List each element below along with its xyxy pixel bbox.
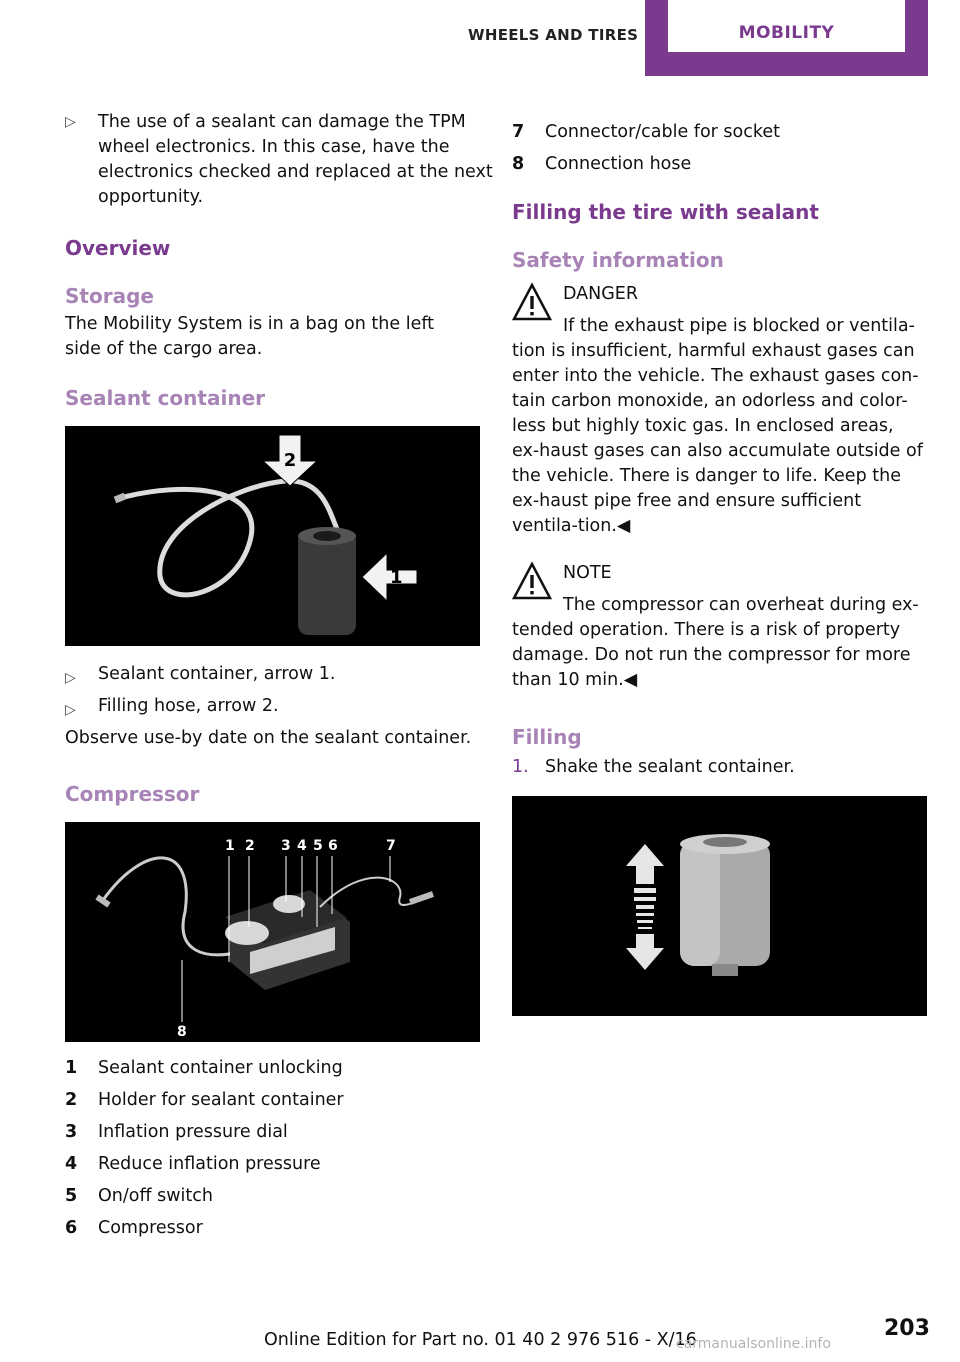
- note-text-first-line: The compressor can overheat during ex-: [563, 595, 919, 615]
- note-title: NOTE: [563, 563, 612, 583]
- figure-label-2: 2: [245, 838, 255, 854]
- note-text: tended operation. There is a risk of property damage. Do not run the compressor for more than 10 min.◀: [512, 620, 911, 690]
- triangle-bullet-icon: ▷: [65, 702, 76, 718]
- sealant-bullet-1: [65, 658, 485, 690]
- figure-label-4: 4: [297, 838, 307, 854]
- list-item: 5 On/off switch: [65, 1186, 213, 1206]
- sealant-container-figure: [65, 426, 480, 646]
- compressor-heading: Compressor: [65, 782, 200, 806]
- sealant-bullet-text-2: Filling hose, arrow 2.: [98, 696, 279, 716]
- intro-bullet-text: The use of a sealant can damage the TPM wheel electronics. In this case, have the electronics checked and replaced at the next opportunity.: [98, 112, 493, 207]
- storage-heading: Storage: [65, 284, 154, 308]
- overview-heading: Overview: [65, 236, 171, 260]
- list-item: 6 Compressor: [65, 1218, 203, 1238]
- watermark: carmanualsonline.info: [676, 1336, 831, 1352]
- figure-label-5: 5: [313, 838, 323, 854]
- triangle-bullet-icon: ▷: [65, 114, 76, 130]
- figure-label-8: 8: [177, 1024, 187, 1040]
- list-item: 8 Connection hose: [512, 154, 692, 174]
- figure-label-7: 7: [386, 838, 396, 854]
- warning-triangle-icon: [512, 282, 552, 322]
- note-warning: [512, 561, 927, 693]
- header-tab-mobility[interactable]: MOBILITY: [668, 0, 905, 52]
- figure-label-1: 1: [225, 838, 235, 854]
- use-by-text: Observe use-by date on the sealant container.: [65, 728, 472, 748]
- list-item: 2 Holder for sealant container: [65, 1090, 344, 1110]
- figure-label-6: 6: [328, 838, 338, 854]
- list-item: 4 Reduce inflation pressure: [65, 1154, 321, 1174]
- right-column: [512, 116, 927, 1016]
- danger-warning: [512, 282, 927, 539]
- list-item: 3 Inflation pressure dial: [65, 1122, 288, 1142]
- page-number: 203: [884, 1316, 930, 1341]
- step-1: [512, 755, 927, 780]
- header-section-title: WHEELS AND TIRES: [468, 26, 639, 44]
- left-column: [65, 110, 493, 1244]
- danger-title: DANGER: [563, 284, 639, 304]
- sealant-bullet-2: [65, 690, 485, 722]
- shake-container-figure: [512, 796, 927, 1016]
- filling-heading: Filling: [512, 725, 582, 749]
- safety-info-heading: Safety information: [512, 248, 724, 272]
- footer-edition: Online Edition for Part no. 01 40 2 976 516 - X/16: [264, 1330, 697, 1350]
- figure-label-2: 2: [283, 450, 297, 471]
- filling-tire-heading: Filling the tire with sealant: [512, 200, 819, 224]
- step-number: 1.: [512, 757, 529, 777]
- storage-text: The Mobility System is in a bag on the left side of the cargo area.: [65, 314, 435, 359]
- compressor-parts-list-continued: [512, 116, 927, 180]
- sealant-bullet-text-1: Sealant container, arrow 1.: [98, 664, 336, 684]
- danger-text-first-line: If the exhaust pipe is blocked or ventila-: [563, 316, 915, 336]
- shake-sealant-illustration: [512, 796, 927, 1016]
- intro-bullet: [65, 110, 498, 210]
- step-text: Shake the sealant container.: [545, 757, 795, 777]
- list-item: 1 Sealant container unlocking: [65, 1058, 343, 1078]
- sealant-container-heading: Sealant container: [65, 386, 265, 410]
- compressor-parts-list: [65, 1052, 485, 1244]
- figure-label-1: 1: [390, 567, 403, 588]
- list-item: 7 Connector/cable for socket: [512, 122, 781, 142]
- danger-text: tion is insufficient, harmful exhaust gases can enter into the vehicle. The exhaust gases con-tain carbon monoxide, an odorless and color-less but highly toxic gas. In enclosed areas, ex-haust gases can also accumulate outside of the vehicle. There is danger to life. Keep the ex-haust pipe free and ensure sufficient ventila-tion.◀: [512, 341, 923, 536]
- compressor-illustration: [65, 822, 480, 1042]
- figure-label-3: 3: [281, 838, 291, 854]
- compressor-figure: [65, 822, 480, 1042]
- sealant-container-illustration: [65, 426, 480, 646]
- triangle-bullet-icon: ▷: [65, 670, 76, 686]
- warning-triangle-icon: [512, 561, 552, 601]
